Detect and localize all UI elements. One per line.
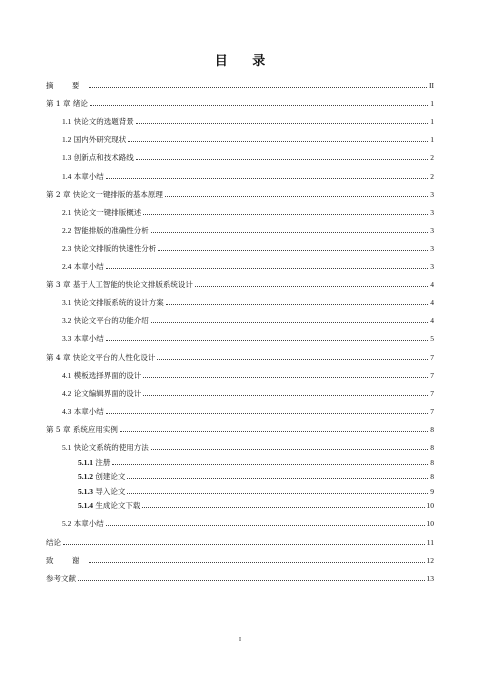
toc-entry-text: 快论文一键排版概述 — [73, 207, 142, 217]
toc-entry-text: 本章小结 — [73, 334, 104, 344]
toc-entry-page: 7 — [430, 388, 434, 398]
toc-entry-text: 导入论文 — [95, 486, 126, 496]
toc-entry — [46, 126, 434, 144]
toc-entry — [46, 481, 434, 496]
toc-entry-number: 3.3 — [62, 334, 72, 344]
toc-entry-text: 创建论文 — [95, 472, 126, 482]
toc-entry-number: 4.3 — [62, 406, 72, 416]
toc-entry-text: 致 谢 — [46, 555, 88, 565]
toc-entry-label — [78, 501, 140, 510]
toc-leader-dots — [63, 543, 425, 545]
toc-entry-number: 3.2 — [62, 316, 72, 326]
toc-leader-dots — [89, 86, 427, 88]
toc-entry-text: 第 3 章 基于人工智能的快论文排版系统设计 — [46, 280, 193, 290]
toc-entry-text: 参考文献 — [46, 573, 76, 583]
toc-entry — [46, 325, 434, 343]
toc-entry-label — [78, 487, 125, 496]
toc-leader-dots — [106, 339, 428, 341]
toc-leader-dots — [106, 267, 428, 269]
toc-leader-dots — [128, 140, 428, 142]
toc-leader-dots — [78, 579, 425, 581]
toc-entry-text: 注册 — [95, 457, 111, 467]
toc-entry-label — [62, 407, 104, 416]
toc-entry-page: 8 — [430, 457, 434, 467]
toc-entry-label — [78, 458, 110, 467]
toc-entry-page: 7 — [430, 406, 434, 416]
toc-leader-dots — [166, 303, 428, 305]
toc-leader-dots — [127, 492, 428, 494]
toc-entry-number: 5.1.3 — [78, 486, 93, 496]
toc-entry-page: 1 — [430, 135, 434, 145]
toc-entry — [46, 452, 434, 467]
toc-entry-label — [62, 316, 149, 325]
toc-entry-text: 本章小结 — [73, 406, 104, 416]
toc-leader-dots — [151, 231, 428, 233]
toc-entry-page: 4 — [430, 316, 434, 326]
toc-entry-text: 本章小结 — [73, 171, 104, 181]
toc-entry — [46, 496, 434, 511]
toc-entry-page: 3 — [430, 225, 434, 235]
toc-entry-number: 5.1.1 — [78, 457, 93, 467]
toc-title: 目 录 — [214, 54, 276, 69]
toc-leader-dots — [136, 122, 428, 124]
toc-entry — [46, 235, 434, 253]
toc-entry-text: 本章小结 — [73, 262, 104, 272]
toc-entry-page: 8 — [430, 472, 434, 482]
page-number: I — [239, 637, 241, 643]
toc-entry — [46, 289, 434, 307]
toc-entry-label — [46, 280, 193, 289]
toc-leader-dots — [106, 524, 425, 526]
toc-entry-number: 1.4 — [62, 171, 72, 181]
toc-entry-label — [62, 443, 149, 452]
toc-entry — [46, 510, 434, 528]
toc-entry-label — [62, 208, 141, 217]
toc-leader-dots — [157, 358, 428, 360]
toc-entry — [46, 217, 434, 235]
toc-entry — [46, 467, 434, 482]
toc-entry-number: 4.1 — [62, 370, 72, 380]
toc-leader-dots — [89, 561, 424, 563]
toc-entry-page: 10 — [426, 519, 434, 529]
toc-entry-label — [46, 353, 155, 362]
toc-entry-text: 快论文的选题背景 — [73, 117, 134, 127]
toc-entry-page: 2 — [430, 171, 434, 181]
toc-entry — [46, 199, 434, 217]
toc-entry-page: 7 — [430, 370, 434, 380]
toc-list — [46, 72, 434, 583]
toc-entry-number: 2.3 — [62, 243, 72, 253]
toc-entry-text: 摘 要 — [46, 81, 88, 91]
toc-entry-number: 1.3 — [62, 153, 72, 163]
toc-entry-page: 3 — [430, 189, 434, 199]
toc-entry-page: 3 — [430, 207, 434, 217]
toc-entry-label — [78, 472, 125, 481]
toc-leader-dots — [151, 321, 428, 323]
toc-entry-page: 5 — [430, 334, 434, 344]
toc-entry-text: 国内外研究现状 — [73, 135, 127, 145]
toc-leader-dots — [143, 394, 428, 396]
toc-entry-text: 第 4 章 快论文平台的人性化设计 — [46, 352, 156, 362]
toc-entry — [46, 307, 434, 325]
toc-entry-text: 第 2 章 快论文一键排版的基本原理 — [46, 189, 163, 199]
toc-entry-page: 11 — [426, 537, 434, 547]
toc-leader-dots — [136, 158, 428, 160]
toc-entry-text: 智能排版的准确性分析 — [73, 225, 149, 235]
toc-entry — [46, 72, 434, 90]
toc-entry — [46, 416, 434, 434]
toc-entry-number: 5.2 — [62, 519, 72, 529]
toc-entry-page: 4 — [430, 280, 434, 290]
toc-leader-dots — [127, 477, 428, 479]
toc-entry — [46, 528, 434, 546]
toc-entry-label — [46, 81, 87, 90]
toc-entry-text: 第 5 章 系统应用实例 — [46, 424, 118, 434]
toc-entry-text: 快论文平台的功能介绍 — [73, 316, 149, 326]
toc-entry-text: 快论文排版的快速性分析 — [73, 243, 157, 253]
toc-entry-page: 3 — [430, 262, 434, 272]
toc-entry-text: 第 1 章 绪论 — [46, 99, 88, 109]
toc-entry-text: 快论文排版系统的设计方案 — [73, 298, 164, 308]
toc-entry — [46, 380, 434, 398]
toc-entry — [46, 90, 434, 108]
toc-entry-label — [62, 334, 104, 343]
toc-entry-number: 4.2 — [62, 388, 72, 398]
toc-leader-dots — [106, 177, 428, 179]
toc-entry-number: 1.2 — [62, 135, 72, 145]
toc-leader-dots — [120, 430, 428, 432]
toc-entry-page: 12 — [426, 555, 434, 565]
toc-entry-number: 1.1 — [62, 117, 72, 127]
toc-entry-label — [62, 298, 164, 307]
toc-entry-number: 2.2 — [62, 225, 72, 235]
toc-entry-text: 模板选择界面的设计 — [73, 370, 142, 380]
toc-leader-dots — [112, 463, 428, 465]
toc-entry-number: 5.1.2 — [78, 472, 93, 482]
toc-entry-page: 7 — [430, 352, 434, 362]
toc-leader-dots — [158, 249, 428, 251]
toc-entry-text: 生成论文下载 — [95, 501, 141, 511]
toc-entry-label — [62, 135, 126, 144]
toc-leader-dots — [195, 285, 428, 287]
toc-entry-label — [46, 556, 87, 565]
toc-entry-label — [46, 574, 76, 583]
toc-entry-label — [46, 425, 118, 434]
toc-entry-text: 创新点和技术路线 — [73, 153, 134, 163]
toc-entry — [46, 434, 434, 452]
toc-entry-page: 10 — [426, 501, 434, 511]
toc-entry-label — [62, 262, 104, 271]
toc-entry-page: II — [429, 81, 434, 91]
toc-entry-text: 快论文系统的使用方法 — [73, 442, 149, 452]
toc-entry-page: 3 — [430, 243, 434, 253]
toc-entry-number: 2.1 — [62, 207, 72, 217]
toc-entry-label — [46, 190, 163, 199]
toc-entry-label — [62, 519, 104, 528]
toc-entry — [46, 181, 434, 199]
toc-entry — [46, 144, 434, 162]
toc-entry-label — [62, 117, 134, 126]
toc-entry-text: 论文编辑界面的设计 — [73, 388, 142, 398]
toc-entry-text: 本章小结 — [73, 519, 104, 529]
toc-entry-number: 2.4 — [62, 262, 72, 272]
toc-leader-dots — [165, 195, 428, 197]
toc-entry-page: 1 — [430, 99, 434, 109]
toc-entry-page: 8 — [430, 424, 434, 434]
toc-entry-text: 结论 — [46, 537, 61, 547]
toc-entry-label — [46, 538, 61, 547]
toc-entry — [46, 398, 434, 416]
toc-entry-label — [62, 244, 156, 253]
toc-entry — [46, 162, 434, 180]
toc-entry-page: 1 — [430, 117, 434, 127]
toc-entry — [46, 108, 434, 126]
toc-entry — [46, 253, 434, 271]
toc-entry-label — [62, 153, 134, 162]
toc-entry-label — [62, 389, 141, 398]
toc-entry-label — [62, 371, 141, 380]
toc-entry-number: 5.1 — [62, 442, 72, 452]
toc-leader-dots — [106, 412, 428, 414]
toc-entry-number: 5.1.4 — [78, 501, 93, 511]
toc-entry-page: 2 — [430, 153, 434, 163]
toc-leader-dots — [142, 506, 424, 508]
toc-entry — [46, 362, 434, 380]
toc-leader-dots — [90, 104, 428, 106]
toc-entry-label — [62, 172, 104, 181]
toc-entry — [46, 343, 434, 361]
toc-entry-page: 8 — [430, 442, 434, 452]
toc-entry — [46, 547, 434, 565]
toc-leader-dots — [143, 376, 428, 378]
toc-entry-number: 3.1 — [62, 298, 72, 308]
toc-entry — [46, 271, 434, 289]
toc-entry-page: 13 — [426, 573, 434, 583]
toc-entry-label — [46, 99, 88, 108]
toc-entry-label — [62, 226, 149, 235]
toc-leader-dots — [151, 448, 428, 450]
toc-leader-dots — [143, 213, 428, 215]
toc-entry — [46, 565, 434, 583]
toc-entry-page: 4 — [430, 298, 434, 308]
toc-entry-page: 9 — [430, 486, 434, 496]
